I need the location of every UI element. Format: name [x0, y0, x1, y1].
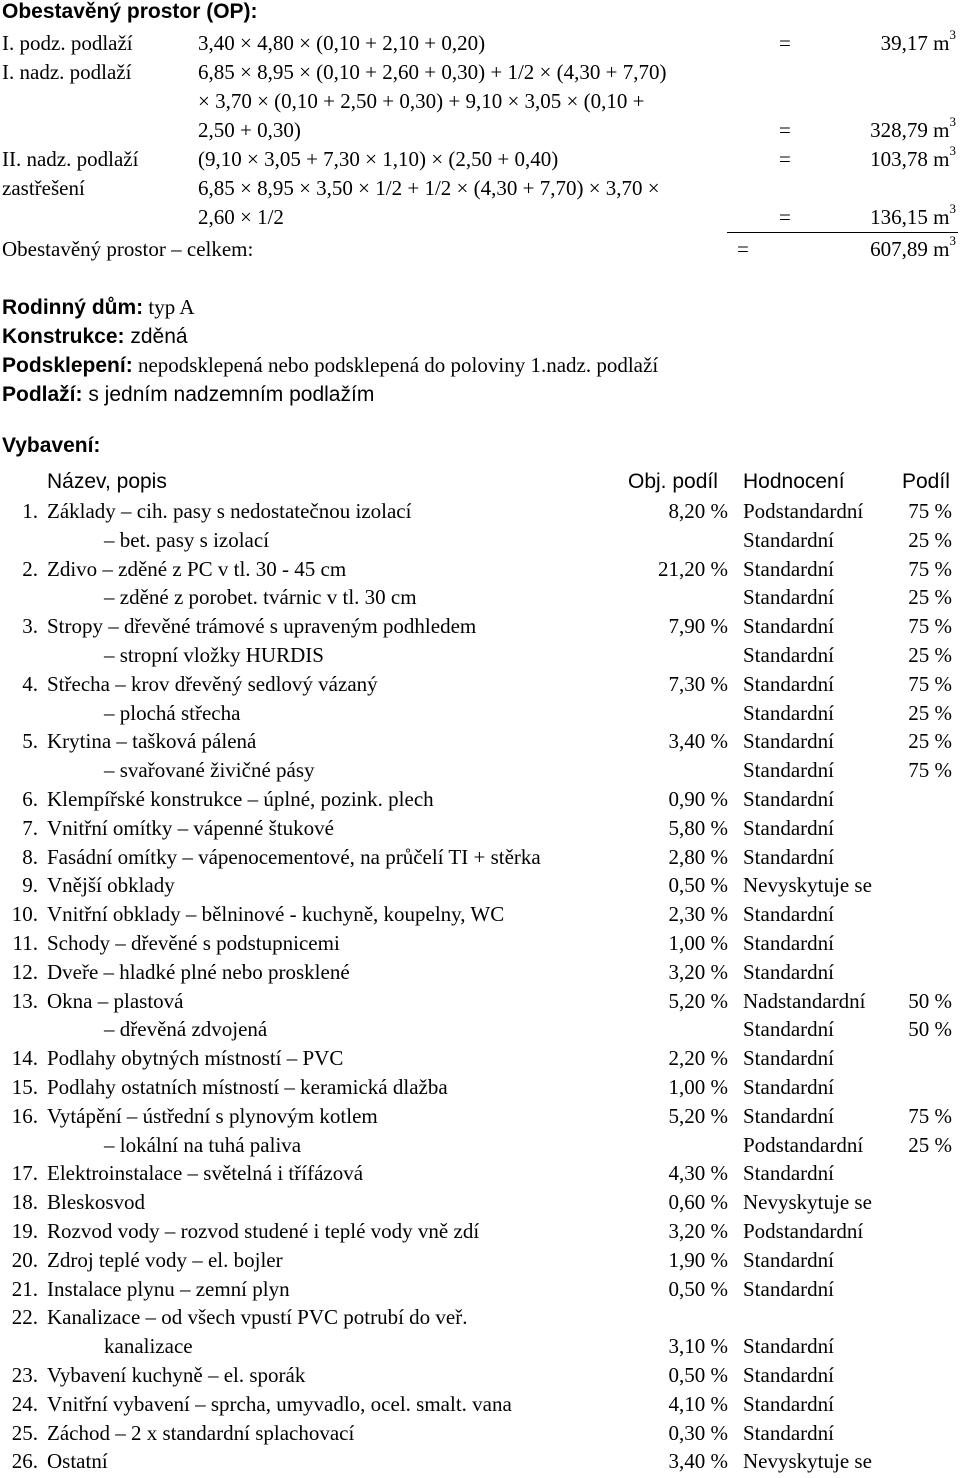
row-part: 25 %	[908, 643, 952, 667]
row-rating: Standardní	[743, 700, 834, 725]
row-description: Elektroinstalace – světelná i třífázová	[47, 1161, 364, 1186]
row-description: Vnitřní obklady – bělninové - kuchyně, koupelny, WC	[47, 902, 505, 927]
row-share: 3,10 %	[668, 1334, 728, 1359]
row-description: Rozvod vody – rozvod studené i teplé vody vně zdí	[47, 1219, 480, 1243]
row-part: 25 %	[908, 527, 952, 552]
info-label: Rodinný dům:	[2, 296, 144, 319]
table-row	[0, 787, 960, 815]
info-line	[2, 295, 195, 320]
table-row	[0, 557, 960, 585]
row-description: Stropy – dřevěné trámové s upraveným podhledem	[47, 614, 477, 639]
row-number: 18.	[11, 1190, 38, 1215]
row-number: 17.	[11, 1161, 38, 1186]
row-part: 25 %	[908, 1132, 952, 1157]
row-description: Klempířské konstrukce – úplné, pozink. plech	[47, 787, 434, 811]
row-rating: Standardní	[743, 1046, 834, 1071]
row-description: Instalace plynu – zemní plyn	[47, 1276, 290, 1301]
table-row	[0, 1017, 960, 1045]
volume-row-value-exp: 3	[949, 27, 956, 42]
row-rating: Standardní	[743, 643, 834, 667]
table-row	[0, 729, 960, 757]
row-rating: Standardní	[743, 729, 834, 754]
row-share: 8,20 %	[668, 499, 728, 523]
header-name: Název, popis	[47, 470, 167, 493]
row-description: Vnitřní omítky – vápenné štukové	[47, 815, 334, 840]
row-share: 0,30 %	[668, 1420, 728, 1445]
table-row	[0, 672, 960, 700]
table-row	[0, 1219, 960, 1247]
row-number: 14.	[11, 1046, 38, 1071]
table-row	[0, 845, 960, 873]
volume-formula-line: × 3,70 × (0,10 + 2,50 + 0,30) + 9,10 × 3,05 × (0,10 +	[198, 89, 645, 113]
volume-row-value	[870, 201, 956, 229]
row-description: – plochá střecha	[104, 700, 241, 725]
row-number: 13.	[11, 988, 38, 1013]
info-line	[2, 382, 374, 407]
table-row	[0, 902, 960, 930]
row-rating: Standardní	[743, 959, 834, 984]
row-number: 10.	[11, 902, 38, 927]
row-share: 5,20 %	[668, 988, 728, 1013]
table-row	[0, 528, 960, 556]
row-share: 3,40 %	[668, 1449, 728, 1474]
row-rating: Nevyskytuje se	[743, 1190, 872, 1215]
row-rating: Standardní	[743, 1363, 834, 1387]
row-part: 50 %	[908, 1017, 952, 1042]
section-title: Obestavěný prostor (OP):	[2, 0, 258, 23]
row-description: Krytina – tašková pálená	[47, 729, 257, 754]
volume-total-value: 607,89 $m^3$	[870, 233, 956, 261]
row-share: 1,00 %	[668, 1075, 728, 1099]
row-part: 75 %	[908, 1103, 952, 1128]
info-value: zděná	[124, 325, 188, 348]
row-description: Ostatní	[47, 1449, 108, 1474]
row-number: 26.	[11, 1449, 38, 1474]
table-row	[0, 1421, 960, 1449]
volume-formula-line: 3,40 × 4,80 × (0,10 + 2,10 + 0,20)	[198, 31, 486, 55]
row-part: 75 %	[908, 556, 952, 581]
row-share: 5,20 %	[668, 1103, 728, 1128]
row-share: 4,10 %	[668, 1391, 728, 1416]
row-number: 2.	[22, 556, 38, 581]
row-share: 2,30 %	[668, 902, 728, 927]
volume-row-eq: =	[779, 205, 791, 229]
table-row	[0, 1305, 960, 1333]
volume-formula-line: (9,10 × 3,05 + 7,30 × 1,10) × (2,50 + 0,40)	[198, 147, 559, 171]
row-description: Vytápění – ústřední s plynovým kotlem	[47, 1103, 378, 1128]
table-row	[0, 758, 960, 786]
header-share: Obj. podíl	[628, 470, 718, 493]
row-description: Podlahy obytných místností – PVC	[47, 1046, 344, 1071]
row-number: 6.	[22, 787, 38, 811]
volume-row-value-number: 136,15 m	[870, 205, 950, 229]
table-row	[0, 1075, 960, 1103]
header-part: Podíl	[902, 470, 950, 493]
row-part: 75 %	[908, 758, 952, 783]
info-label: Konstrukce:	[2, 325, 125, 348]
row-rating: Standardní	[743, 815, 834, 840]
volume-formula-line: 6,85 × 8,95 × 3,50 × 1/2 + 1/2 × (4,30 + 7,70) × 3,70 ×	[198, 176, 660, 200]
row-description: – bet. pasy s izolací	[104, 527, 270, 552]
row-description: – stropní vložky HURDIS	[104, 643, 324, 667]
header-rating: Hodnocení	[743, 470, 845, 493]
info-line	[2, 324, 188, 349]
row-rating: Podstandardní	[743, 499, 864, 523]
row-rating: Standardní	[743, 1334, 834, 1359]
row-rating: Standardní	[743, 671, 834, 696]
table-row	[0, 1161, 960, 1189]
row-number: 24.	[11, 1391, 38, 1416]
row-rating: Standardní	[743, 1161, 834, 1186]
table-row	[0, 1449, 960, 1477]
row-share: 3,20 %	[668, 959, 728, 984]
row-description: Bleskosvod	[47, 1190, 146, 1215]
row-description: Střecha – krov dřevěný sedlový vázaný	[47, 671, 378, 696]
row-description: Kanalizace – od všech vpustí PVC potrubí do veř.	[47, 1305, 468, 1330]
row-rating: Standardní	[743, 585, 834, 610]
table-row	[0, 1104, 960, 1132]
row-description: Dveře – hladké plné nebo prosklené	[47, 959, 350, 984]
row-rating: Standardní	[743, 1075, 834, 1099]
volume-row-label: zastřešení	[2, 176, 85, 200]
row-share: 1,00 %	[668, 931, 728, 955]
sum-underline	[727, 232, 958, 233]
row-share: 1,90 %	[668, 1247, 728, 1272]
table-row	[0, 585, 960, 613]
row-number: 15.	[11, 1075, 38, 1099]
row-description: Fasádní omítky – vápenocementové, na průčelí TI + stěrka	[47, 844, 541, 869]
table-row	[0, 1334, 960, 1362]
row-rating: Standardní	[743, 1420, 834, 1445]
volume-total-eq: =	[737, 237, 749, 261]
volume-row-eq: =	[779, 118, 791, 142]
row-number: 22.	[11, 1305, 38, 1330]
row-share: 0,50 %	[668, 1276, 728, 1301]
row-description: Zdivo – zděné z PC v tl. 30 - 45 cm	[47, 556, 347, 581]
info-value: typ A	[143, 295, 195, 319]
volume-row-value	[870, 143, 956, 171]
table-row	[0, 499, 960, 527]
row-description: Vybavení kuchyně – el. sporák	[47, 1363, 306, 1387]
row-share: 3,20 %	[668, 1219, 728, 1243]
row-rating: Nadstandardní	[743, 988, 866, 1013]
row-share: 7,90 %	[668, 614, 728, 639]
row-number: 8.	[22, 844, 38, 869]
row-rating: Standardní	[743, 1391, 834, 1416]
row-number: 12.	[11, 959, 38, 984]
row-description: – zděné z porobet. tvárnic v tl. 30 cm	[104, 585, 417, 610]
row-share: 2,80 %	[668, 844, 728, 869]
table-row	[0, 1392, 960, 1420]
row-rating: Nevyskytuje se	[743, 1449, 872, 1474]
table-row	[0, 960, 960, 988]
row-part: 25 %	[908, 585, 952, 610]
row-rating: Standardní	[743, 1017, 834, 1042]
row-description: – lokální na tuhá paliva	[104, 1132, 302, 1157]
row-share: 5,80 %	[668, 815, 728, 840]
row-number: 19.	[11, 1219, 38, 1243]
table-row	[0, 1277, 960, 1305]
volume-row-value-number: 103,78 m	[870, 147, 950, 171]
volume-row-eq: =	[779, 147, 791, 171]
row-share: 0,60 %	[668, 1190, 728, 1215]
row-description: Podlahy ostatních místností – keramická dlažba	[47, 1075, 448, 1099]
row-number: 11.	[12, 931, 38, 955]
row-part: 25 %	[908, 729, 952, 754]
volume-row-label: I. nadz. podlaží	[2, 60, 132, 84]
row-number: 25.	[11, 1420, 38, 1445]
row-rating: Standardní	[743, 527, 834, 552]
row-number: 4.	[22, 671, 38, 696]
volume-row-value-exp: 3	[949, 114, 956, 129]
row-share: 4,30 %	[668, 1161, 728, 1186]
row-description: – dřevěná zdvojená	[104, 1017, 268, 1042]
row-part: 75 %	[908, 499, 952, 523]
table-row	[0, 1363, 960, 1391]
equipment-title: Vybavení:	[2, 434, 101, 457]
table-row	[0, 989, 960, 1017]
row-rating: Standardní	[743, 902, 834, 927]
row-number: 16.	[11, 1103, 38, 1128]
table-row	[0, 643, 960, 671]
row-rating: Standardní	[743, 1276, 834, 1301]
row-number: 20.	[11, 1247, 38, 1272]
table-row	[0, 816, 960, 844]
row-rating: Standardní	[743, 1247, 834, 1272]
volume-row-value-number: 39,17 m	[880, 31, 950, 55]
row-rating: Standardní	[743, 614, 834, 639]
table-row	[0, 873, 960, 901]
volume-row-label: II. nadz. podlaží	[2, 147, 139, 171]
volume-formula-line: 2,50 + 0,30)	[198, 118, 301, 142]
row-rating: Standardní	[743, 556, 834, 581]
row-part: 75 %	[908, 671, 952, 696]
table-row	[0, 701, 960, 729]
row-description: Zdroj teplé vody – el. bojler	[47, 1247, 283, 1272]
row-description: Vnitřní vybavení – sprcha, umyvadlo, ocel. smalt. vana	[47, 1391, 512, 1416]
table-row	[0, 931, 960, 959]
row-rating: Nevyskytuje se	[743, 873, 872, 898]
volume-row-value-number: 328,79 m	[870, 118, 950, 142]
row-rating: Standardní	[743, 1103, 834, 1128]
table-row	[0, 1133, 960, 1161]
row-number: 3.	[22, 614, 38, 639]
row-description: kanalizace	[104, 1334, 193, 1359]
volume-total-label: Obestavěný prostor – celkem:	[2, 237, 254, 261]
row-number: 1.	[22, 499, 38, 523]
volume-row-value	[880, 27, 956, 55]
row-number: 5.	[22, 729, 38, 754]
table-row	[0, 1190, 960, 1218]
row-description: Základy – cih. pasy s nedostatečnou izolací	[47, 499, 412, 523]
info-label: Podsklepení:	[2, 354, 133, 377]
row-part: 75 %	[908, 614, 952, 639]
volume-formula-line: 2,60 × 1/2	[198, 205, 284, 229]
volume-row-value-exp: 3	[949, 143, 956, 158]
row-number: 23.	[11, 1363, 38, 1387]
row-description: Schody – dřevěné s podstupnicemi	[47, 931, 340, 955]
row-part: 25 %	[908, 700, 952, 725]
volume-row-value	[870, 114, 956, 142]
row-part: 50 %	[908, 988, 952, 1013]
row-description: Okna – plastová	[47, 988, 184, 1013]
row-description: Záchod – 2 x standardní splachovací	[47, 1420, 355, 1445]
row-rating: Standardní	[743, 844, 834, 869]
row-share: 0,90 %	[668, 787, 728, 811]
row-share: 7,30 %	[668, 671, 728, 696]
row-description: Vnější obklady	[47, 873, 175, 898]
table-row	[0, 1046, 960, 1074]
row-description: – svařované živičné pásy	[104, 758, 315, 783]
table-row	[0, 614, 960, 642]
row-share: 0,50 %	[668, 873, 728, 898]
info-line	[2, 353, 658, 378]
row-share: 3,40 %	[668, 729, 728, 754]
info-label: Podlaží:	[2, 383, 83, 406]
row-share: 2,20 %	[668, 1046, 728, 1071]
row-rating: Standardní	[743, 931, 834, 955]
row-share: 21,20 %	[658, 556, 728, 581]
row-rating: Standardní	[743, 758, 834, 783]
row-rating: Podstandardní	[743, 1219, 864, 1243]
row-number: 9.	[22, 873, 38, 898]
row-rating: Standardní	[743, 787, 834, 811]
volume-row-label: I. podz. podlaží	[2, 31, 133, 55]
info-value: nepodsklepená nebo podsklepená do poloviny 1.nadz. podlaží	[132, 353, 659, 377]
info-value: s jedním nadzemním podlažím	[82, 383, 375, 406]
row-rating: Podstandardní	[743, 1132, 864, 1157]
row-number: 21.	[11, 1276, 38, 1301]
row-share: 0,50 %	[668, 1363, 728, 1387]
volume-row-eq: =	[779, 31, 791, 55]
row-number: 7.	[22, 815, 38, 840]
volume-row-value-exp: 3	[949, 201, 956, 216]
volume-formula-line: 6,85 × 8,95 × (0,10 + 2,60 + 0,30) + 1/2 × (4,30 + 7,70)	[198, 60, 667, 84]
table-row	[0, 1248, 960, 1276]
